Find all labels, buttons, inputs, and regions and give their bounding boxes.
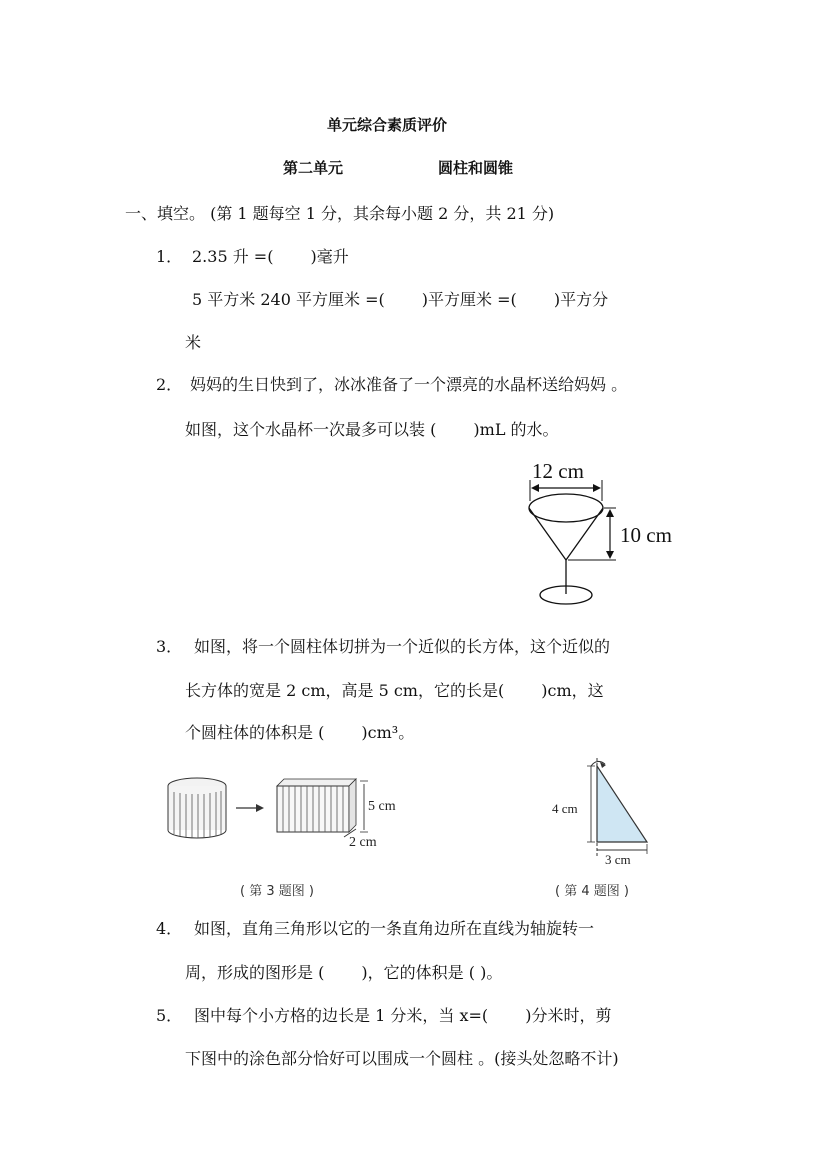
- q2-cup-figure: [520, 456, 695, 608]
- q3-line1: 如图，将一个圆柱体切拼为一个近似的长方体，这个近似的: [194, 637, 611, 656]
- q1-number: 1．: [156, 247, 183, 266]
- section-heading: 一、填空。 (第 1 题每空 1 分，其余每小题 2 分，共 21 分): [125, 204, 555, 223]
- q2-number: 2．: [156, 375, 183, 394]
- q1-line3: 米: [185, 333, 202, 352]
- q3-line3: 个圆柱体的体积是 ( )cm³。: [185, 723, 415, 742]
- q2-width-label: 12 cm: [532, 459, 584, 483]
- q3-width-label: 2 cm: [349, 835, 377, 850]
- q3-height-label: 5 cm: [368, 799, 396, 814]
- q3-line2: 长方体的宽是 2 cm，高是 5 cm，它的长是( )cm，这: [185, 681, 604, 700]
- q1-line1: 2.35 升 =( )毫升: [192, 247, 349, 266]
- q4-line2: 周，形成的图形是 ( )，它的体积是 ( )。: [185, 963, 503, 982]
- q2-line1: 妈妈的生日快到了，冰冰准备了一个漂亮的水晶杯送给妈妈 。: [190, 375, 628, 394]
- page-title: 单元综合素质评价: [327, 116, 448, 134]
- q2-height-label: 10 cm: [620, 523, 672, 547]
- q4-triangle: [597, 766, 647, 842]
- unit-label: 第二单元: [283, 159, 344, 177]
- q4-caption: ( 第 4 题图 ): [555, 884, 629, 899]
- q4-number: 4．: [156, 919, 183, 938]
- q5-line2: 下图中的涂色部分恰好可以围成一个圆柱 。(接头处忽略不计): [185, 1049, 619, 1068]
- q3-number: 3．: [156, 637, 183, 656]
- q4-base-label: 3 cm: [605, 852, 631, 867]
- q3-caption: ( 第 3 题图 ): [240, 884, 314, 899]
- q2-line2: 如图，这个水晶杯一次最多可以装 ( )mL 的水。: [185, 420, 559, 439]
- q4-line1: 如图，直角三角形以它的一条直角边所在直线为轴旋转一: [194, 919, 595, 938]
- q1-line2: 5 平方米 240 平方厘米 =( )平方厘米 =( )平方分: [192, 290, 609, 309]
- q4-triangle-figure: [545, 756, 655, 868]
- q5-number: 5．: [156, 1006, 183, 1025]
- q4-height-label: 4 cm: [552, 801, 578, 816]
- unit-topic: 圆柱和圆锥: [438, 159, 514, 177]
- q5-line1: 图中每个小方格的边长是 1 分米，当 x=( )分米时，剪: [194, 1006, 612, 1025]
